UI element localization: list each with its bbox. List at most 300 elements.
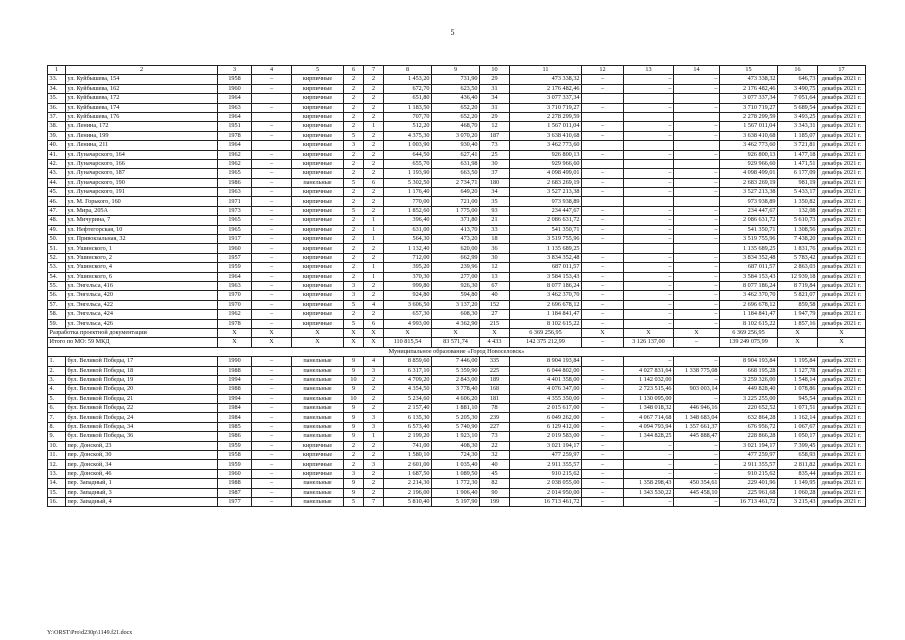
table-cell: –	[674, 150, 720, 159]
table-cell: панельные	[292, 488, 344, 497]
table-cell: 1958	[218, 75, 252, 84]
table-cell: X	[252, 338, 292, 347]
table-cell: 3 519 755,96	[510, 235, 582, 244]
table-cell: 395,20	[384, 263, 432, 272]
table-cell: 2	[364, 150, 384, 159]
table-cell: кирпичные	[292, 310, 344, 319]
table-cell: –	[624, 131, 674, 140]
table-cell: 58.	[48, 310, 66, 319]
table-cell: декабрь 2021 г.	[818, 272, 866, 281]
table-cell: 2	[364, 404, 384, 413]
table-cell: –	[624, 460, 674, 469]
table-cell: 1	[364, 122, 384, 131]
table-cell: 132,08	[778, 206, 818, 215]
table-cell: кирпичные	[292, 300, 344, 309]
table-cell	[674, 141, 720, 150]
table-cell: ул. Ушинского, 4	[66, 263, 218, 272]
table-cell: 189	[480, 375, 510, 384]
table-cell: –	[252, 244, 292, 253]
table-cell: пер. Западный, 4	[66, 497, 218, 506]
table-cell: 2	[364, 103, 384, 112]
table-cell: 1965	[218, 169, 252, 178]
table-cell: 13.	[48, 469, 66, 478]
table-cell: 2 014 950,00	[510, 488, 582, 497]
table-cell: 1 857,16	[778, 319, 818, 328]
column-number: 16	[778, 66, 818, 75]
table-cell: кирпичные	[292, 188, 344, 197]
table-cell: 687 011,57	[510, 263, 582, 272]
table-cell: –	[674, 169, 720, 178]
table-cell: ул. Луначарского, 187	[66, 169, 218, 178]
table-cell: декабрь 2021 г.	[818, 432, 866, 441]
table-cell: 1987	[218, 488, 252, 497]
table-cell: 9	[344, 479, 364, 488]
table-cell: –	[624, 206, 674, 215]
table-cell: 1 089,50	[432, 469, 480, 478]
table-cell: панельные	[292, 479, 344, 488]
table-cell: 3 710 719,27	[510, 103, 582, 112]
table-cell: –	[252, 497, 292, 506]
table-cell: 31	[480, 103, 510, 112]
table-cell: 3 137,20	[432, 300, 480, 309]
table-cell: –	[674, 357, 720, 366]
table-cell: 1 035,40	[432, 460, 480, 469]
table-cell: 78	[480, 404, 510, 413]
table-cell: 3 721,81	[778, 141, 818, 150]
table-cell: 1970	[218, 300, 252, 309]
table-cell: 1 184 841,47	[720, 310, 778, 319]
table-cell: 4.	[48, 385, 66, 394]
table-cell: –	[582, 169, 624, 178]
table-cell: 672,70	[384, 84, 432, 93]
table-cell: 1 580,10	[384, 451, 432, 460]
table-cell: 1 548,14	[778, 375, 818, 384]
table-cell: 12 939,18	[778, 272, 818, 281]
table-cell: 657,30	[384, 310, 432, 319]
table-cell: пер. Западный, 3	[66, 488, 218, 497]
table-cell: X	[344, 328, 364, 337]
table-cell: бул. Великой Победы, 34	[66, 422, 218, 431]
table-cell: 40	[480, 291, 510, 300]
table-cell: 2	[364, 141, 384, 150]
table-cell: –	[674, 338, 720, 347]
table-cell: 1 357 661,37	[674, 422, 720, 431]
table-cell: 93	[480, 206, 510, 215]
table-cell: декабрь 2021 г.	[818, 122, 866, 131]
table-cell: 1 772,30	[432, 479, 480, 488]
table-cell: 3 259 326,00	[720, 375, 778, 384]
table-cell: 3	[364, 366, 384, 375]
table-cell: 44.	[48, 178, 66, 187]
table-cell: –	[582, 385, 624, 394]
table-cell: 687 011,57	[720, 263, 778, 272]
table-cell: бул. Великой Победы, 20	[66, 385, 218, 394]
table-cell: 1977	[218, 497, 252, 506]
table-cell: –	[674, 375, 720, 384]
table-cell: 3 527 213,38	[510, 188, 582, 197]
table-cell: кирпичные	[292, 235, 344, 244]
table-cell: –	[624, 469, 674, 478]
table-cell: 370,30	[384, 272, 432, 281]
table-cell: 3 215,43	[778, 497, 818, 506]
table-cell: –	[252, 263, 292, 272]
table-cell: 3 070,20	[432, 131, 480, 140]
table-cell: –	[624, 441, 674, 450]
table-cell: 1986	[218, 432, 252, 441]
table-cell: 1959	[218, 441, 252, 450]
table-cell: –	[252, 404, 292, 413]
table-cell: 73	[480, 141, 510, 150]
column-number: 4	[252, 66, 292, 75]
table-cell: 2 601,00	[384, 460, 432, 469]
table-cell: X	[252, 328, 292, 337]
table-cell: 4 606,20	[432, 394, 480, 403]
table-row	[48, 488, 866, 497]
table-cell: кирпичные	[292, 225, 344, 234]
table-cell: –	[252, 451, 292, 460]
table-cell: 1994	[218, 394, 252, 403]
table-cell: 707,70	[384, 112, 432, 121]
table-cell: 450 354,61	[674, 479, 720, 488]
table-row	[48, 422, 866, 431]
table-cell: 1960	[218, 469, 252, 478]
table-cell: 1	[364, 235, 384, 244]
table-cell: 110 815,54	[384, 338, 432, 347]
table-cell: –	[674, 225, 720, 234]
table-cell: –	[582, 338, 624, 347]
project-documentation-row	[48, 328, 866, 337]
table-row	[48, 178, 866, 187]
table-cell: X	[432, 328, 480, 337]
table-cell: 199	[480, 497, 510, 506]
table-cell: X	[218, 328, 252, 337]
table-cell	[252, 94, 292, 103]
table-cell: 564,30	[384, 235, 432, 244]
table-cell: –	[674, 441, 720, 450]
table-cell: 6 049 262,00	[510, 413, 582, 422]
table-cell: 49.	[48, 225, 66, 234]
table-cell: X	[818, 328, 866, 337]
table-cell: X	[480, 328, 510, 337]
table-cell: 54.	[48, 272, 66, 281]
table-cell: 1962	[218, 150, 252, 159]
table-cell: –	[252, 432, 292, 441]
table-cell: 620,00	[432, 244, 480, 253]
table-cell: декабрь 2021 г.	[818, 253, 866, 262]
table-cell: 73	[480, 432, 510, 441]
table-row	[48, 441, 866, 450]
table-cell: 90	[480, 488, 510, 497]
table-cell: 477 259,97	[510, 451, 582, 460]
table-cell: –	[624, 235, 674, 244]
table-cell: 40.	[48, 141, 66, 150]
table-cell: 1	[364, 432, 384, 441]
table-cell: кирпичные	[292, 216, 344, 225]
table-cell	[624, 141, 674, 150]
table-cell: –	[582, 103, 624, 112]
table-cell: 30	[480, 159, 510, 168]
column-number: 14	[674, 66, 720, 75]
table-cell: 45.	[48, 188, 66, 197]
table-cell: 1 162,14	[778, 413, 818, 422]
table-cell: –	[624, 263, 674, 272]
table-cell: 1 067,67	[778, 422, 818, 431]
table-cell: 926,30	[432, 281, 480, 290]
table-cell: 3 834 352,48	[720, 253, 778, 262]
table-cell: 468,70	[432, 122, 480, 131]
table-cell: 2 911 355,57	[720, 460, 778, 469]
table-cell: 3.	[48, 375, 66, 384]
table-cell: 1	[364, 225, 384, 234]
table-cell: –	[624, 169, 674, 178]
table-cell: кирпичные	[292, 141, 344, 150]
table-cell: пер. Донской, 46	[66, 469, 218, 478]
table-cell: 2	[364, 94, 384, 103]
table-cell: бул. Великой Победы, 24	[66, 413, 218, 422]
table-cell: 34.	[48, 84, 66, 93]
table-cell: 38.	[48, 122, 66, 131]
table-cell: кирпичные	[292, 84, 344, 93]
table-cell: –	[624, 122, 674, 131]
table-cell: 1	[364, 272, 384, 281]
table-cell: кирпичные	[292, 451, 344, 460]
table-cell: декабрь 2021 г.	[818, 197, 866, 206]
table-cell: 2 086 631,72	[720, 216, 778, 225]
table-cell: 5 205,30	[432, 413, 480, 422]
table-cell: ул. Ленина, 199	[66, 131, 218, 140]
table-cell: 4 098 499,01	[510, 169, 582, 178]
table-cell: –	[582, 122, 624, 131]
table-row	[48, 479, 866, 488]
table-cell: 1 060,28	[778, 488, 818, 497]
table-cell: 5 359,90	[432, 366, 480, 375]
table-cell: декабрь 2021 г.	[818, 178, 866, 187]
table-cell: 12	[480, 263, 510, 272]
table-row	[48, 84, 866, 93]
table-cell: –	[582, 404, 624, 413]
table-row	[48, 112, 866, 121]
table-cell: пер. Западный, 1	[66, 479, 218, 488]
table-cell: 142 375 212,99	[510, 338, 582, 347]
table-cell: 1965	[218, 225, 252, 234]
table-cell: –	[674, 75, 720, 84]
table-cell: X	[778, 338, 818, 347]
table-cell: бул. Великой Победы, 22	[66, 404, 218, 413]
table-cell: 644,50	[384, 150, 432, 159]
table-cell: 926 800,13	[720, 150, 778, 159]
table-cell: 1 142 032,00	[624, 375, 674, 384]
table-cell: 2	[364, 188, 384, 197]
table-cell: 2	[364, 197, 384, 206]
table-cell	[674, 112, 720, 121]
table-cell: 2	[364, 169, 384, 178]
table-cell: 3 462 370,70	[510, 291, 582, 300]
table-cell: 1 477,18	[778, 150, 818, 159]
table-cell: 1984	[218, 413, 252, 422]
table-cell: 3 462 370,70	[720, 291, 778, 300]
table-row	[48, 460, 866, 469]
table-row	[48, 131, 866, 140]
table-cell: панельные	[292, 366, 344, 375]
table-cell: 5	[344, 300, 364, 309]
table-cell: 12.	[48, 460, 66, 469]
table-cell: –	[252, 488, 292, 497]
table-cell: –	[582, 235, 624, 244]
table-cell: 3 021 194,17	[720, 441, 778, 450]
table-cell: 3	[344, 141, 364, 150]
table-cell: 1 567 011,04	[510, 122, 582, 131]
table-cell: 2	[344, 75, 364, 84]
table-cell: декабрь 2021 г.	[818, 281, 866, 290]
table-cell: 1962	[218, 310, 252, 319]
table-cell: 239	[480, 413, 510, 422]
table-cell: 449 828,40	[720, 385, 778, 394]
table-cell: –	[674, 300, 720, 309]
table-cell: 11.	[48, 451, 66, 460]
table-cell	[582, 94, 624, 103]
table-cell: –	[674, 253, 720, 262]
table-cell: 652,20	[432, 103, 480, 112]
table-cell: 436,40	[432, 94, 480, 103]
table-cell: –	[624, 225, 674, 234]
table-cell: 2	[344, 460, 364, 469]
table-cell: 1 358 298,43	[624, 479, 674, 488]
table-cell: 712,00	[384, 253, 432, 262]
table-cell: 4 433	[480, 338, 510, 347]
table-cell: 929 966,60	[510, 159, 582, 168]
table-cell: ул. Привокзальная, 32	[66, 235, 218, 244]
table-cell: 4 993,00	[384, 319, 432, 328]
table-cell: –	[624, 310, 674, 319]
table-cell: 8 859,60	[384, 357, 432, 366]
table-cell: 227	[480, 422, 510, 431]
table-cell: 9.	[48, 432, 66, 441]
table-cell: 5	[344, 319, 364, 328]
table-cell: декабрь 2021 г.	[818, 225, 866, 234]
table-row	[48, 263, 866, 272]
table-cell: 31	[480, 84, 510, 93]
file-path: Y:\ORST\Pro\d230p\1149.f21.docx	[47, 630, 133, 636]
table-cell: 181	[480, 394, 510, 403]
table-cell: –	[674, 188, 720, 197]
table-cell: 8.	[48, 422, 66, 431]
table-cell: 473 338,32	[510, 75, 582, 84]
table-cell: 1 453,20	[384, 75, 432, 84]
table-cell: 2	[344, 244, 364, 253]
column-number: 12	[582, 66, 624, 75]
table-body	[48, 66, 866, 507]
table-cell: 335	[480, 357, 510, 366]
column-number: 2	[66, 66, 218, 75]
table-cell: 5	[344, 497, 364, 506]
table-cell: 3 638 410,68	[720, 131, 778, 140]
table-cell: декабрь 2021 г.	[818, 75, 866, 84]
table-cell: –	[674, 497, 720, 506]
table-row	[48, 197, 866, 206]
table-cell: –	[252, 188, 292, 197]
table-cell: 4 067 714,68	[624, 413, 674, 422]
table-cell: 7 438,20	[778, 235, 818, 244]
table-cell: 1.	[48, 357, 66, 366]
table-cell: –	[252, 122, 292, 131]
table-row	[48, 291, 866, 300]
table-cell: 2	[364, 112, 384, 121]
table-cell: 2	[364, 375, 384, 384]
table-cell: 1960	[218, 244, 252, 253]
table-cell: 2	[364, 469, 384, 478]
table-cell: 1 343 530,22	[624, 488, 674, 497]
table-cell: 631,00	[384, 225, 432, 234]
table-cell: 33	[480, 225, 510, 234]
table-cell: декабрь 2021 г.	[818, 159, 866, 168]
table-cell: 220 652,52	[720, 404, 778, 413]
table-cell: 29	[480, 75, 510, 84]
table-cell: 1988	[218, 366, 252, 375]
table-cell: 623,50	[432, 84, 480, 93]
table-cell: 835,44	[778, 469, 818, 478]
table-cell: 2	[364, 75, 384, 84]
table-cell: 2 696 678,12	[510, 300, 582, 309]
table-cell: –	[252, 272, 292, 281]
table-cell: 2	[364, 253, 384, 262]
table-cell: 3 343,31	[778, 122, 818, 131]
table-cell: –	[582, 263, 624, 272]
table-cell: –	[624, 319, 674, 328]
table-cell: X	[384, 328, 432, 337]
table-cell: декабрь 2021 г.	[818, 460, 866, 469]
table-cell: 541 350,71	[720, 225, 778, 234]
table-cell: 48.	[48, 216, 66, 225]
table-cell: 2	[344, 263, 364, 272]
table-cell: 2 843,00	[432, 375, 480, 384]
table-cell: 3 519 755,96	[720, 235, 778, 244]
table-cell	[624, 197, 674, 206]
table-cell: 477 259,97	[720, 451, 778, 460]
table-row	[48, 300, 866, 309]
table-cell: декабрь 2021 г.	[818, 310, 866, 319]
table-cell: –	[624, 84, 674, 93]
table-cell: –	[252, 159, 292, 168]
table-cell	[674, 244, 720, 253]
table-cell: 12	[480, 122, 510, 131]
table-cell: –	[582, 432, 624, 441]
table-cell: 646,73	[778, 75, 818, 84]
table-cell: 6	[364, 178, 384, 187]
table-cell: 7	[364, 497, 384, 506]
table-cell: 9	[344, 413, 364, 422]
column-number: 3	[218, 66, 252, 75]
table-cell: кирпичные	[292, 159, 344, 168]
table-cell: 2	[364, 291, 384, 300]
table-cell: кирпичные	[292, 281, 344, 290]
table-cell: 228 866,28	[720, 432, 778, 441]
table-cell: 1 176,40	[384, 188, 432, 197]
table-cell: –	[252, 225, 292, 234]
table-cell: 8 904 193,84	[720, 357, 778, 366]
table-cell: 1959	[218, 263, 252, 272]
table-cell: 5	[344, 178, 364, 187]
table-cell: 4	[364, 357, 384, 366]
table-cell: декабрь 2021 г.	[818, 366, 866, 375]
table-cell: 2	[364, 451, 384, 460]
table-cell: бул. Великой Победы, 18	[66, 366, 218, 375]
table-cell: –	[624, 281, 674, 290]
table-cell: 239,96	[432, 263, 480, 272]
table-row	[48, 122, 866, 131]
table-cell: 4 094 793,94	[624, 422, 674, 431]
table-cell: 2	[344, 197, 364, 206]
column-number-row	[48, 66, 866, 75]
